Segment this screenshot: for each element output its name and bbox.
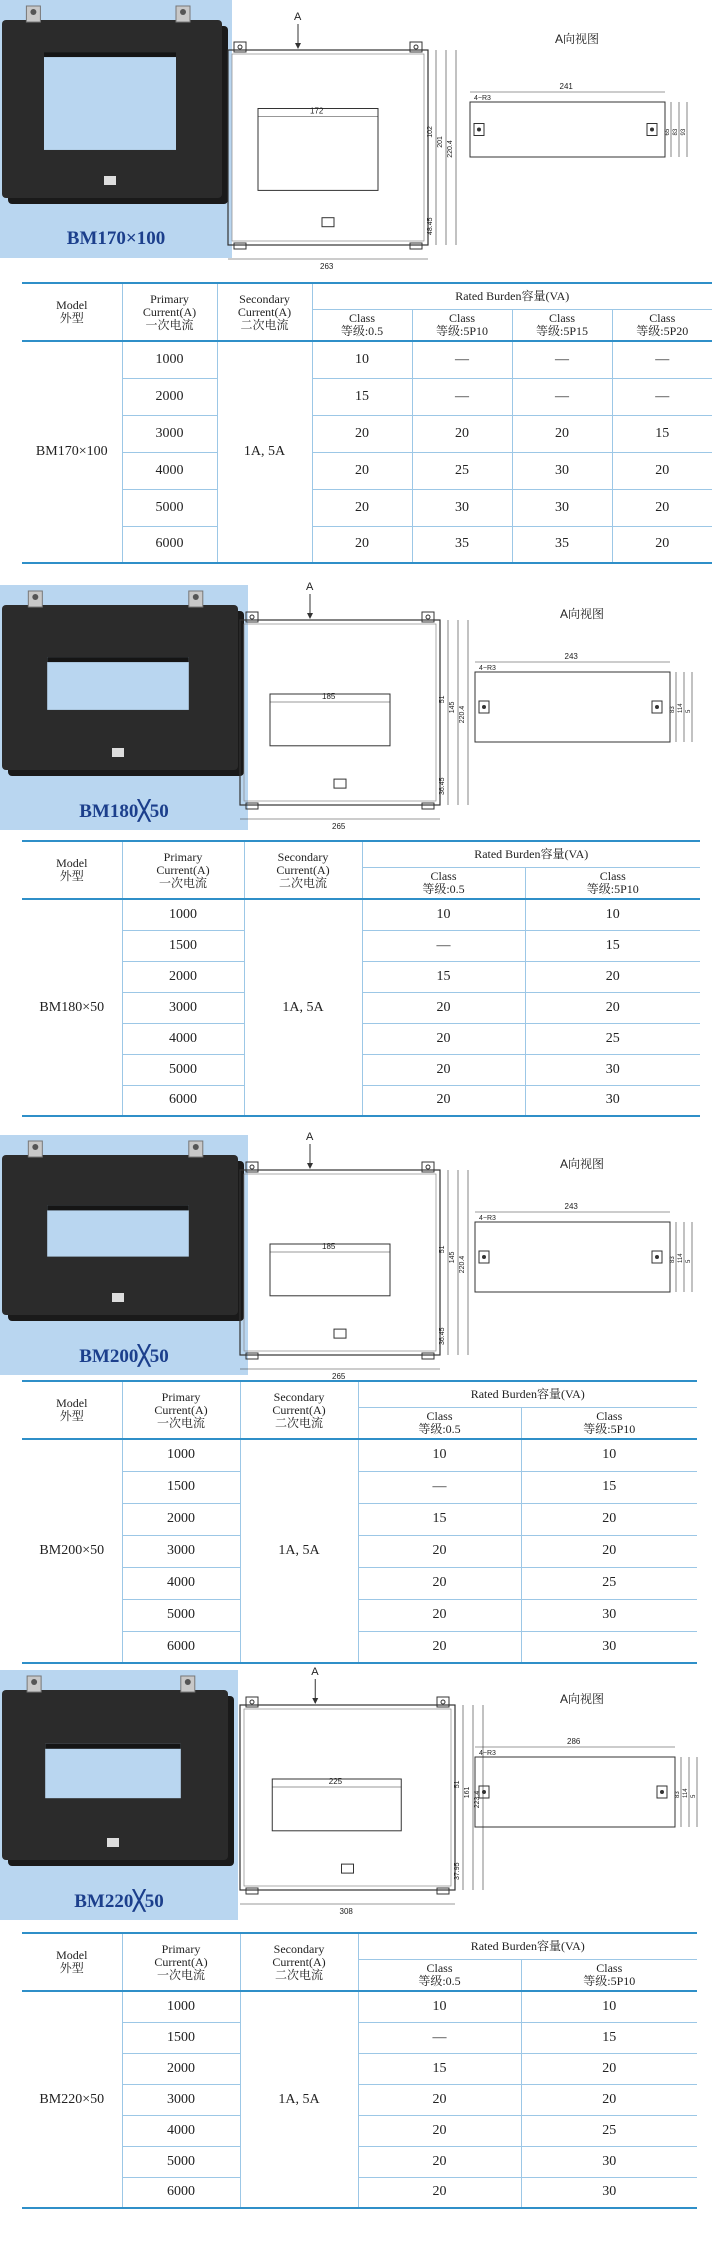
burden-value-cell: 25 — [521, 2115, 697, 2146]
secondary-current-header-line: 二次电流 — [274, 1415, 323, 1430]
class-header-line: Class — [599, 868, 626, 883]
burden-value-cell: 20 — [312, 415, 412, 452]
burden-value-cell: 15 — [362, 961, 525, 992]
primary-current-header-line: 一次电流 — [156, 1415, 205, 1430]
holes-dimension: 4−R3 — [479, 1215, 496, 1222]
transformer-photo — [0, 585, 248, 830]
table-row — [22, 489, 712, 526]
table-row — [22, 1991, 697, 2022]
burden-value-cell: 30 — [412, 489, 512, 526]
table-row — [22, 526, 712, 563]
burden-value-cell: — — [612, 378, 712, 415]
burden-value-cell: 15 — [358, 2053, 521, 2084]
primary-current-cell: 4000 — [122, 1567, 240, 1599]
burden-value-cell: 20 — [312, 526, 412, 563]
model-cell: BM170×100 — [22, 341, 122, 563]
width-dimension: 265 — [332, 822, 346, 831]
table-row — [22, 341, 712, 378]
transformer-photo — [0, 1670, 238, 1920]
primary-current-cell: 1500 — [122, 2022, 240, 2053]
class-header — [312, 309, 412, 341]
height-dimension: 220.4 — [447, 140, 454, 158]
primary-current-cell: 6000 — [122, 2177, 240, 2208]
burden-value-cell: 20 — [358, 2177, 521, 2208]
side-height-dimension: 114 — [678, 1253, 684, 1263]
table-row — [22, 1503, 697, 1535]
spec-table — [22, 840, 700, 1117]
burden-value-cell: 20 — [512, 415, 612, 452]
window-dimension: 185 — [322, 692, 336, 701]
primary-current-cell: 5000 — [122, 2146, 240, 2177]
burden-value-cell: 10 — [521, 1439, 697, 1471]
view-a-label: A向视图 — [555, 32, 600, 46]
burden-value-cell: 25 — [521, 1567, 697, 1599]
table-row — [22, 1471, 697, 1503]
burden-value-cell: 20 — [358, 2115, 521, 2146]
product-photo-panel — [0, 1135, 248, 1375]
rated-burden-header: Rated Burden容量(VA) — [358, 1933, 697, 1959]
primary-current-header-line: Current(A) — [154, 1402, 208, 1417]
burden-value-cell: 20 — [358, 2146, 521, 2177]
primary-current-header — [122, 841, 244, 899]
view-arrow-label: A — [306, 581, 314, 593]
product-photo-panel — [0, 585, 248, 830]
secondary-current-header — [240, 1933, 358, 1991]
height-dimension: 51 — [454, 1780, 461, 1789]
secondary-current-header-line: Current(A) — [272, 1954, 326, 1969]
table-row — [22, 1567, 697, 1599]
primary-current-cell: 1500 — [122, 930, 244, 961]
table-row — [22, 2115, 697, 2146]
class-header — [358, 1407, 521, 1439]
side-view-drawing — [460, 80, 705, 190]
burden-value-cell: 15 — [525, 930, 700, 961]
primary-current-cell: 1500 — [122, 1471, 240, 1503]
model-caption: BM220╳50 — [74, 1891, 164, 1912]
class-header-line: Class — [596, 1408, 623, 1423]
table-row — [22, 452, 712, 489]
offset-dimension: 36.45 — [439, 777, 446, 795]
table-row — [22, 1535, 697, 1567]
secondary-current-header-line: 二次电流 — [274, 1967, 323, 1982]
side-height-dimension: 5 — [686, 1259, 692, 1263]
height-dimension: 145 — [449, 1251, 456, 1264]
primary-current-header-line: Primary — [161, 1389, 201, 1404]
burden-value-cell: 20 — [525, 992, 700, 1023]
primary-current-cell: 6000 — [122, 1631, 240, 1663]
rated-burden-header: Rated Burden容量(VA) — [362, 841, 700, 867]
table-row — [22, 899, 700, 930]
burden-value-cell: 20 — [612, 452, 712, 489]
table-row — [22, 415, 712, 452]
side-height-dimension: 83 — [675, 1791, 681, 1798]
model-header-line: Model — [56, 298, 88, 312]
class-header-line: 等级:0.5 — [422, 881, 465, 896]
class-header — [412, 309, 512, 341]
class-header — [612, 309, 712, 341]
class-header-line: Class — [596, 1960, 623, 1975]
burden-value-cell: 20 — [612, 526, 712, 563]
table-row — [22, 1599, 697, 1631]
model-cell: BM180×50 — [22, 899, 122, 1116]
primary-current-cell: 4000 — [122, 1023, 244, 1054]
side-height-dimension: 83 — [670, 1256, 676, 1263]
class-header-line: Class — [548, 310, 575, 325]
primary-current-cell: 2000 — [122, 1503, 240, 1535]
class-header-line: 等级:5P10 — [586, 881, 639, 896]
product-section — [0, 1131, 720, 1670]
table-row — [22, 1439, 697, 1471]
primary-current-header — [122, 1933, 240, 1991]
burden-value-cell: 15 — [358, 1503, 521, 1535]
transformer-photo — [0, 1135, 248, 1375]
burden-value-cell: — — [412, 341, 512, 378]
model-header-line: 外型 — [59, 1961, 84, 1975]
secondary-current-header — [240, 1381, 358, 1439]
burden-value-cell: 20 — [358, 2084, 521, 2115]
burden-value-cell: 30 — [512, 489, 612, 526]
burden-value-cell: — — [512, 378, 612, 415]
spec-table — [22, 282, 712, 564]
burden-value-cell: 20 — [358, 1535, 521, 1567]
burden-value-cell: — — [512, 341, 612, 378]
secondary-current-header-line: Secondary — [239, 291, 290, 306]
side-height-dimension: 65 — [665, 128, 671, 136]
side-height-dimension: 83 — [673, 128, 679, 136]
height-dimension: 220.4 — [459, 1255, 466, 1274]
burden-value-cell: 15 — [521, 1471, 697, 1503]
model-header-line: Model — [56, 1396, 88, 1410]
model-header — [22, 283, 122, 341]
side-height-dimension: 93 — [681, 128, 687, 136]
class-header-line: 等级:5P15 — [535, 323, 588, 338]
class-header-line: Class — [426, 1960, 453, 1975]
side-height-dimension: 83 — [670, 706, 676, 713]
burden-value-cell: — — [412, 378, 512, 415]
side-height-dimension: 5 — [691, 1794, 697, 1798]
class-header-line: 等级:5P10 — [583, 1973, 636, 1988]
table-row — [22, 1631, 697, 1663]
product-section — [0, 0, 720, 570]
model-header-line: Model — [56, 856, 88, 870]
offset-dimension: 36.45 — [439, 1327, 446, 1345]
class-header — [358, 1959, 521, 1991]
primary-current-header-line: 一次电流 — [156, 1967, 205, 1982]
secondary-current-cell: 1A, 5A — [240, 1439, 358, 1663]
view-a-label: A向视图 — [560, 607, 605, 621]
secondary-current-header — [244, 841, 362, 899]
burden-value-cell: 30 — [521, 2177, 697, 2208]
primary-current-cell: 5000 — [122, 1054, 244, 1085]
burden-value-cell: 35 — [412, 526, 512, 563]
secondary-current-header-line: 二次电流 — [278, 875, 327, 890]
model-cell: BM200×50 — [22, 1439, 122, 1663]
side-length-dimension: 243 — [564, 652, 578, 661]
window-dimension: 172 — [310, 106, 324, 116]
secondary-current-header-line: Secondary — [273, 1389, 325, 1404]
burden-value-cell: 20 — [358, 1599, 521, 1631]
secondary-current-cell: 1A, 5A — [244, 899, 362, 1116]
class-header-line: 等级:0.5 — [418, 1973, 461, 1988]
primary-current-cell: 2000 — [122, 2053, 240, 2084]
burden-value-cell: 10 — [358, 1439, 521, 1471]
holes-dimension: 4−R3 — [474, 95, 491, 102]
burden-value-cell: 20 — [362, 1054, 525, 1085]
burden-value-cell: 20 — [358, 1631, 521, 1663]
primary-current-header-line: 一次电流 — [158, 875, 207, 890]
primary-current-cell: 5000 — [122, 489, 217, 526]
burden-value-cell: 20 — [412, 415, 512, 452]
burden-value-cell: 10 — [312, 341, 412, 378]
primary-current-header — [122, 283, 217, 341]
class-header-line: Class — [348, 310, 375, 325]
height-dimension: 51 — [439, 695, 446, 704]
primary-current-header-line: 一次电流 — [145, 317, 194, 332]
primary-current-header-line: Primary — [163, 849, 203, 864]
model-caption: BM200╳50 — [79, 1346, 169, 1367]
window-dimension: 185 — [322, 1242, 336, 1251]
secondary-current-header-line: Current(A) — [272, 1402, 326, 1417]
model-cell: BM220×50 — [22, 1991, 122, 2208]
side-height-dimension: 5 — [686, 709, 692, 713]
side-view-drawing — [465, 650, 710, 760]
product-section — [0, 581, 720, 1123]
product-photo-panel — [0, 0, 232, 258]
burden-value-cell: 30 — [521, 2146, 697, 2177]
table-row — [22, 378, 712, 415]
height-dimension: 201 — [437, 136, 444, 148]
class-header-line: Class — [448, 310, 475, 325]
class-header — [521, 1959, 697, 1991]
burden-value-cell: 15 — [612, 415, 712, 452]
burden-value-cell: 20 — [612, 489, 712, 526]
burden-value-cell: — — [612, 341, 712, 378]
burden-value-cell: 30 — [521, 1631, 697, 1663]
offset-dimension: 37.95 — [454, 1862, 461, 1880]
table-row — [22, 2084, 697, 2115]
spec-table — [22, 1380, 697, 1664]
height-dimension: 102 — [427, 126, 434, 138]
burden-value-cell: 20 — [362, 1023, 525, 1054]
view-a-label: A向视图 — [560, 1157, 605, 1171]
model-header — [22, 1381, 122, 1439]
primary-current-cell: 6000 — [122, 526, 217, 563]
table-row — [22, 2177, 697, 2208]
spec-table — [22, 1932, 697, 2209]
secondary-current-cell: 1A, 5A — [240, 1991, 358, 2208]
secondary-current-header — [217, 283, 312, 341]
primary-current-header — [122, 1381, 240, 1439]
primary-current-cell: 3000 — [122, 992, 244, 1023]
secondary-current-header-line: Secondary — [277, 849, 329, 864]
height-dimension: 223.4 — [474, 1790, 481, 1809]
class-header-line: 等级:5P20 — [636, 323, 689, 338]
burden-value-cell: 15 — [312, 378, 412, 415]
rated-burden-header: Rated Burden容量(VA) — [312, 283, 712, 309]
burden-value-cell: 20 — [521, 1503, 697, 1535]
primary-current-cell: 3000 — [122, 2084, 240, 2115]
primary-current-header-line: Current(A) — [142, 304, 197, 319]
secondary-current-header-line: Secondary — [273, 1941, 325, 1956]
table-row — [22, 2022, 697, 2053]
burden-value-cell: 20 — [312, 452, 412, 489]
burden-value-cell: 20 — [521, 2053, 697, 2084]
holes-dimension: 4−R3 — [479, 665, 496, 672]
view-arrow-label: A — [311, 1666, 319, 1678]
burden-value-cell: 10 — [525, 899, 700, 930]
primary-current-cell: 1000 — [122, 341, 217, 378]
burden-value-cell: 25 — [412, 452, 512, 489]
side-view-drawing — [465, 1200, 710, 1310]
burden-value-cell: 10 — [362, 899, 525, 930]
primary-current-cell: 4000 — [122, 452, 217, 489]
primary-current-cell: 2000 — [122, 378, 217, 415]
burden-value-cell: 20 — [358, 1567, 521, 1599]
burden-value-cell: 20 — [521, 2084, 697, 2115]
burden-value-cell: 10 — [358, 1991, 521, 2022]
burden-value-cell: — — [358, 1471, 521, 1503]
side-length-dimension: 243 — [564, 1202, 578, 1211]
model-header-line: 外型 — [59, 311, 84, 325]
class-header — [362, 867, 525, 899]
side-height-dimension: 114 — [678, 703, 684, 713]
holes-dimension: 4−R3 — [479, 1750, 496, 1757]
model-header — [22, 1933, 122, 1991]
height-dimension: 51 — [439, 1245, 446, 1254]
burden-value-cell: 20 — [362, 992, 525, 1023]
class-header-line: Class — [430, 868, 457, 883]
burden-value-cell: — — [362, 930, 525, 961]
model-header-line: Model — [56, 1948, 88, 1962]
offset-dimension: 48.45 — [427, 217, 434, 235]
class-header-line: 等级:0.5 — [340, 323, 384, 338]
model-header-line: 外型 — [59, 1409, 84, 1423]
secondary-current-header-line: Current(A) — [237, 304, 292, 319]
primary-current-cell: 2000 — [122, 961, 244, 992]
secondary-current-header-line: 二次电流 — [240, 317, 289, 332]
secondary-current-cell: 1A, 5A — [217, 341, 312, 563]
burden-value-cell: 20 — [312, 489, 412, 526]
primary-current-cell: 5000 — [122, 1599, 240, 1631]
burden-value-cell: 20 — [525, 961, 700, 992]
height-dimension: 220.4 — [459, 705, 466, 724]
view-arrow-label: A — [306, 1131, 314, 1143]
primary-current-header-line: Primary — [150, 291, 189, 306]
side-length-dimension: 241 — [559, 82, 573, 91]
class-header — [525, 867, 700, 899]
primary-current-header-line: Current(A) — [154, 1954, 208, 1969]
side-length-dimension: 286 — [567, 1737, 581, 1746]
width-dimension: 308 — [339, 1907, 353, 1916]
burden-value-cell: 30 — [512, 452, 612, 489]
class-header-line: Class — [426, 1408, 453, 1423]
class-header-line: Class — [649, 310, 676, 325]
class-header-line: 等级:0.5 — [418, 1421, 461, 1436]
product-photo-panel — [0, 1670, 238, 1920]
burden-value-cell: 30 — [521, 1599, 697, 1631]
primary-current-cell: 6000 — [122, 1085, 244, 1116]
rated-burden-header: Rated Burden容量(VA) — [358, 1381, 697, 1407]
class-header — [521, 1407, 697, 1439]
side-view-drawing — [465, 1735, 710, 1845]
primary-current-cell: 4000 — [122, 2115, 240, 2146]
width-dimension: 263 — [320, 262, 334, 271]
burden-value-cell: 35 — [512, 526, 612, 563]
burden-value-cell: 25 — [525, 1023, 700, 1054]
primary-current-header-line: Primary — [161, 1941, 201, 1956]
burden-value-cell: 15 — [521, 2022, 697, 2053]
height-dimension: 161 — [464, 1786, 471, 1799]
burden-value-cell: 20 — [362, 1085, 525, 1116]
model-caption: BM170×100 — [66, 228, 166, 249]
burden-value-cell: — — [358, 2022, 521, 2053]
primary-current-header-line: Current(A) — [156, 862, 210, 877]
model-caption: BM180╳50 — [79, 801, 169, 822]
height-dimension: 145 — [449, 701, 456, 714]
burden-value-cell: 30 — [525, 1085, 700, 1116]
width-dimension: 265 — [332, 1372, 346, 1381]
class-header — [512, 309, 612, 341]
view-arrow-label: A — [294, 11, 302, 23]
view-a-label: A向视图 — [560, 1692, 605, 1706]
table-row — [22, 2146, 697, 2177]
primary-current-cell: 1000 — [122, 1991, 240, 2022]
burden-value-cell: 30 — [525, 1054, 700, 1085]
class-header-line: 等级:5P10 — [583, 1421, 636, 1436]
primary-current-cell: 3000 — [122, 1535, 240, 1567]
burden-value-cell: 20 — [521, 1535, 697, 1567]
window-dimension: 225 — [328, 1777, 343, 1786]
table-row — [22, 2053, 697, 2084]
primary-current-cell: 1000 — [122, 1439, 240, 1471]
model-header-line: 外型 — [59, 869, 84, 883]
transformer-photo — [0, 0, 232, 258]
class-header-line: 等级:5P10 — [435, 323, 488, 338]
burden-value-cell: 10 — [521, 1991, 697, 2022]
model-header — [22, 841, 122, 899]
secondary-current-header-line: Current(A) — [276, 862, 330, 877]
product-section — [0, 1666, 720, 2215]
primary-current-cell: 1000 — [122, 899, 244, 930]
primary-current-cell: 3000 — [122, 415, 217, 452]
side-height-dimension: 114 — [683, 1788, 689, 1798]
